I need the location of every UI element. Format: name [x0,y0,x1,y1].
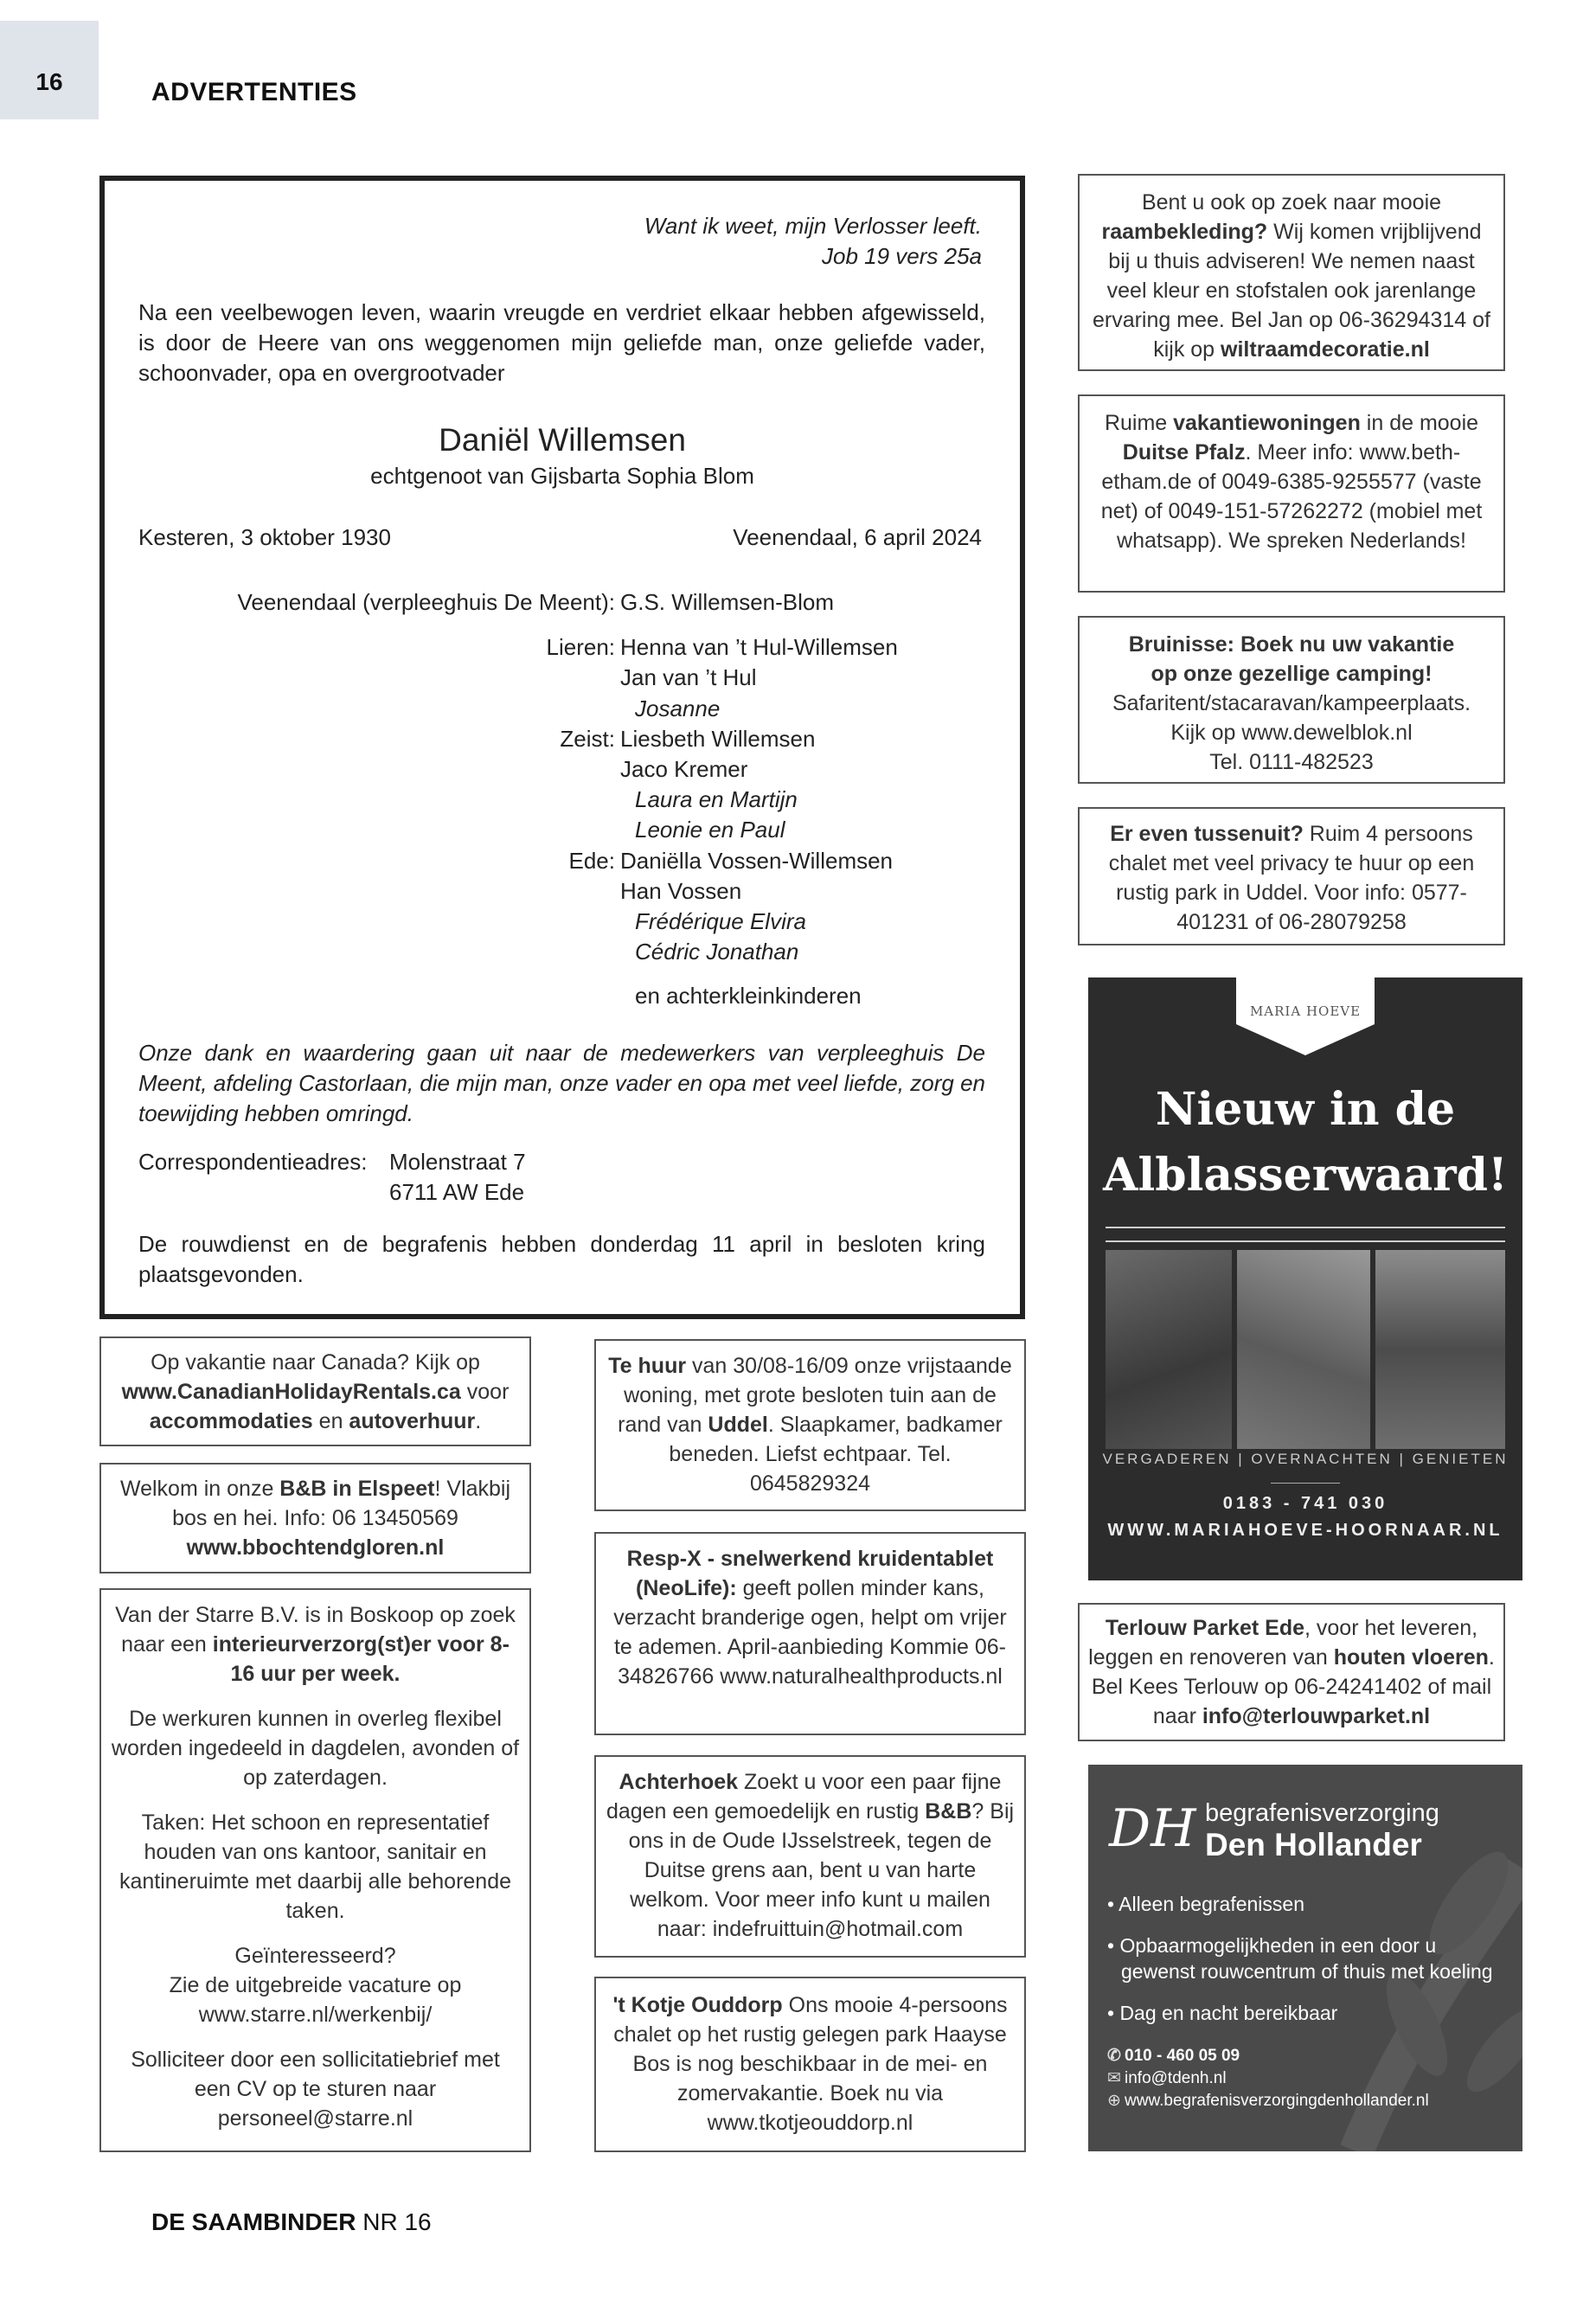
section-title: ADVERTENTIES [151,78,357,106]
family-member: G.S. Willemsen-Blom [620,589,835,615]
den-hollander-email: ✉ info@tdenh.nl [1107,2067,1227,2090]
obituary-notice [99,176,1025,1319]
starre-apply: Solliciteer door een sollicitatiebrief met een CV op te sturen naar personeel@starre.nl [131,2048,500,2131]
globe-icon: ⊕ [1107,2092,1121,2110]
deceased-spouse: echtgenoot van Gijsbarta Sophia Blom [370,463,754,489]
maria-hoeve-tagline: VERGADEREN | OVERNACHTEN | GENIETEN [1102,1451,1509,1467]
ad-achterhoek: Achterhoek Zoekt u voor een paar fijne dagen een gemoedelijk en rustig B&B? Bij ons in de Oude IJsselstreek, tegen de Duitse grens aan, bent u van harte welkom. Voor meer info kunt u mailen naar: indefruittuin@hotmail.com [594,1755,1026,1958]
death-info: Veenendaal, 6 april 2024 [733,524,982,550]
family-place: Lieren: [546,634,615,661]
ad-pfalz: Ruime vakantiewoningen in de mooie Duitse Pfalz. Meer info: www.beth-etham.de of 0049-6385-9255577 (vaste net) of 0049-151-57262272 (mobiel met whatsapp). We spreken Nederlands! [1078,394,1505,593]
bullet-item: • Dag en nacht bereikbaar [1107,2002,1338,2024]
maria-hoeve-phone: 0183 - 741 030 [1222,1494,1388,1513]
family-member: Liesbeth Willemsen [620,725,816,752]
birth-info: Kesteren, 3 oktober 1930 [138,524,391,550]
divider [1271,1483,1340,1484]
deceased-name: Daniël Willemsen [439,422,686,458]
family-member: Daniëlla Vossen-Willemsen [620,847,894,874]
ad-den-hollander [1088,1765,1522,2151]
family-grandchild: Leonie en Paul [635,817,785,843]
family-member: Jan van ’t Hul [620,664,757,691]
mail-icon: ✉ [1107,2069,1121,2087]
starre-intro: Van der Starre B.V. is in Boskoop op zoek naar een interieurverzorg(st)er voor 8-16 uur per week. [115,1603,516,1686]
page-number: 16 [35,68,63,95]
ad-kotje-ouddorp: 't Kotje Ouddorp Ons mooie 4-persoons chalet op het rustig gelegen park Haayse Bos is nog beschikbaar in de mei- en zomervakantie. Boek nu via www.tkotjeouddorp.nl [594,1977,1026,2152]
family-place: Zeist: [560,725,615,752]
bullet-item: • Opbaarmogelijkheden in een door u [1107,1934,1437,1957]
bullet-item-continued: gewenst rouwcentrum of thuis met koeling [1121,1960,1493,1983]
maria-hoeve-website: WWW.MARIAHOEVE-HOORNAAR.NL [1107,1521,1503,1540]
photo-interior [1237,1250,1370,1449]
ad-elspeet: Welkom in onze B&B in Elspeet! Vlakbij bos en hei. Info: 06 13450569 www.bbochtendgloren.nl [99,1463,531,1574]
family-place: Ede: [568,847,615,874]
family-place: Veenendaal (verpleeghuis De Meent): [237,589,615,615]
den-hollander-title: Den Hollander [1205,1827,1422,1862]
family-member: Henna van ’t Hul-Willemsen [620,634,898,661]
ad-terlouw-parket: Terlouw Parket Ede, voor het leveren, leggen en renoveren van houten vloeren. Bel Kees Terlouw op 06-24241402 of mail naar info@terlouwparket.nl [1078,1603,1505,1741]
correspondence-city: 6711 AW Ede [389,1179,525,1205]
divider [1106,1227,1505,1228]
ad-raambekleding: Bent u ook op zoek naar mooie raambekleding? Wij komen vrijblijvend bij u thuis adviseren! We nemen naast veel kleur en stofstalen ook jarenlange ervaring mee. Bel Jan op 06-36294314 of kijk op wiltraamdecoratie.nl [1078,174,1505,371]
family-grandchild: Laura en Martijn [635,786,798,813]
bullet-item: • Alleen begrafenissen [1107,1893,1304,1915]
starre-interest: Geïnteresseerd? Zie de uitgebreide vacature op www.starre.nl/werkenbij/ [169,1944,462,2027]
obituary-verse-ref: Job 19 vers 25a [821,243,982,269]
family-grandchild: Josanne [635,695,721,721]
ad-te-huur: Te huur van 30/08-16/09 onze vrijstaande woning, met grote besloten tuin aan de rand van Uddel. Slaapkamer, badkamer beneden. Liefst echtpaar. Tel. 0645829324 [594,1339,1026,1511]
page-footer: DE SAAMBINDER NR 16 [151,2208,432,2235]
starre-hours: De werkuren kunnen in overleg flexibel worden ingedeeld in dagdelen, avonden of op zaterdagen. [111,1707,520,1790]
den-hollander-phone: ✆ 010 - 460 05 09 [1107,2045,1240,2067]
ad-van-der-starre [99,1588,531,2152]
service-notice: De rouwdienst en de begrafenis hebben donderdag 11 april in besloten kring plaatsgevonden. [138,1231,985,1287]
divider [1106,1240,1505,1242]
photo-car [1106,1250,1232,1449]
correspondence-street: Molenstraat 7 [389,1149,526,1175]
ad-maria-hoeve [1088,977,1522,1580]
family-grandchild: Frédérique Elvira [635,908,806,934]
photo-farmhouse [1375,1250,1505,1449]
family-grandchild: Cédric Jonathan [635,939,799,965]
obituary-intro: Na een veelbewogen leven, waarin vreugde en verdriet elkaar hebben afgewisseld, is door de Heere van ons weggenomen mijn geliefde man, onze geliefde vader, schoonvader, opa en overgrootvader [138,299,985,386]
den-hollander-website: ⊕ www.begrafenisverzorgingdenhollander.nl [1107,2090,1429,2112]
correspondence-label: Correspondentieadres: [138,1149,368,1175]
obituary-thanks: Onze dank en waardering gaan uit naar de medewerkers van verpleeghuis De Meent, afdeling Castorlaan, die mijn man, onze vader en opa met veel liefde, zorg en toewijding hebben omringd. [138,1040,985,1126]
ad-uddel-chalet: Er even tussenuit? Ruim 4 persoons chalet met veel privacy te huur op een rustig park in Uddel. Voor info: 0577-401231 of 06-28079258 [1078,807,1505,945]
phone-icon: ✆ [1107,2047,1121,2065]
den-hollander-monogram: DH [1109,1798,1196,1859]
family-member: Jaco Kremer [620,756,748,782]
ad-canada: Op vakantie naar Canada? Kijk op www.CanadianHolidayRentals.ca voor accommodaties en autoverhuur. [99,1336,531,1446]
maria-hoeve-logo-text: MARIA HOEVE [1249,1003,1362,1019]
grandchildren: en achterkleinkinderen [635,983,862,1009]
obituary-verse: Want ik weet, mijn Verlosser leeft. [644,213,982,239]
starre-tasks: Taken: Het schoon en representatief houden van ons kantoor, sanitair en kantineruimte met daarbij alle behorende taken. [119,1811,512,1923]
maria-hoeve-headline: Nieuw in de Alblasserwaard! [1103,1083,1508,1202]
ad-resp-x: Resp-X - snelwerkend kruidentablet (NeoLife): geeft pollen minder kans, verzacht branderige ogen, helpt om vrijer te ademen. April-aanbieding Kommie 06-34826766 www.naturalhealthproducts.nl [594,1532,1026,1735]
family-member: Han Vossen [620,877,742,904]
den-hollander-subtitle: begrafenisverzorging [1205,1799,1439,1827]
ad-bruinisse: Bruinisse: Boek nu uw vakantie op onze gezellige camping! Safaritent/stacaravan/kampeerplaats. Kijk op www.dewelblok.nl Tel. 0111-482523 [1078,616,1505,784]
